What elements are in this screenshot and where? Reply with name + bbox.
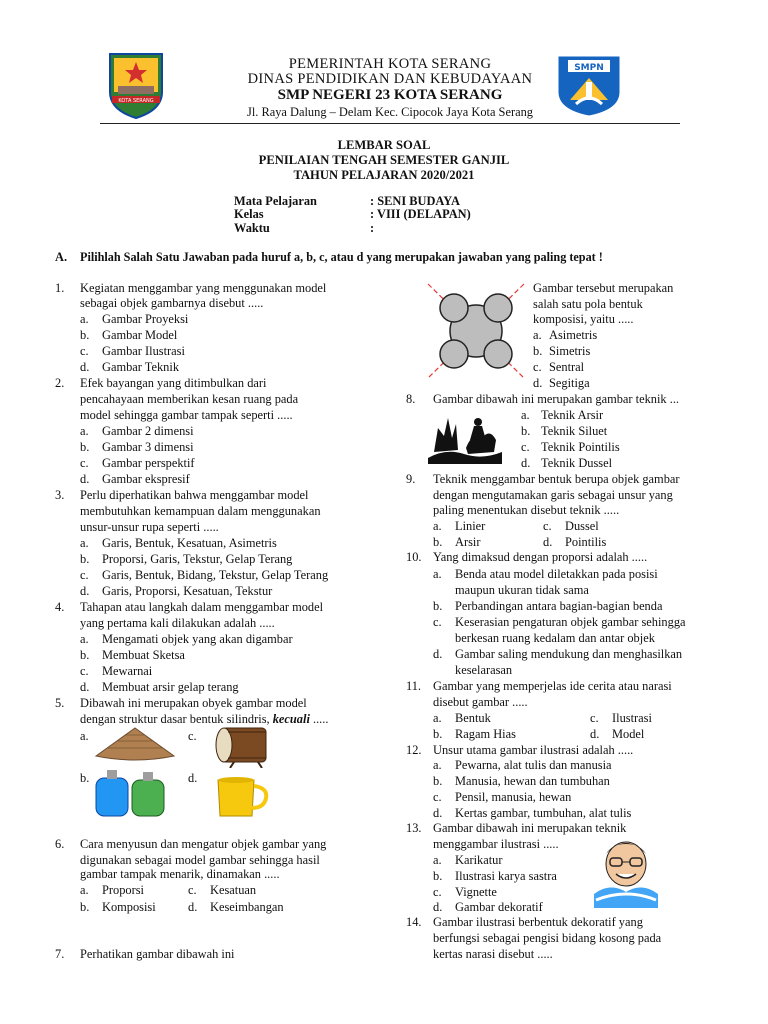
q7-number: 7.	[55, 947, 65, 961]
q5-number: 5.	[55, 696, 65, 710]
q1-option-c[interactable]: c. Gambar Ilustrasi	[80, 344, 185, 358]
q11-option-b[interactable]: b. Ragam Hias	[433, 727, 516, 741]
q9-option-a[interactable]: a. Linier	[433, 519, 486, 533]
q12-option-b[interactable]: b. Manusia, hewan dan tumbuhan	[433, 774, 610, 788]
q1-option-a[interactable]: a. Gambar Proyeksi	[80, 312, 189, 326]
q8-option-b[interactable]: b. Teknik Siluet	[521, 424, 608, 438]
q8-line1: Gambar dibawah ini merupakan gambar teknik ...	[433, 392, 680, 406]
instruction-text: Pilihlah Salah Satu Jawaban pada huruf a, b, c, atau d yang merupakan jawaban yang paling tepat !	[80, 250, 603, 264]
gas-cylinder-icon	[92, 768, 168, 818]
q2-line2: pencahayaan memberikan kesan ruang pada	[80, 392, 299, 406]
q3-line2: membutuhkan kemampuan dalam menggunakan	[80, 504, 321, 518]
q11-line1: Gambar yang memperjelas ide cerita atau narasi	[433, 679, 672, 693]
right-logo-text: SMPN	[574, 63, 604, 73]
kelas-label: Kelas	[234, 207, 264, 221]
q11-line2: disebut gambar .....	[433, 695, 528, 709]
q6-option-b[interactable]: b. Komposisi	[80, 900, 156, 914]
q4-option-d[interactable]: d. Membuat arsir gelap terang	[80, 680, 239, 694]
q2-option-c[interactable]: c. Gambar perspektif	[80, 456, 195, 470]
q4-option-b[interactable]: b. Membuat Sketsa	[80, 648, 185, 662]
title-line1: LEMBAR SOAL	[337, 138, 431, 152]
q11-option-c[interactable]: c. Ilustrasi	[590, 711, 652, 725]
q6-option-a[interactable]: a. Proporsi	[80, 883, 144, 897]
q5-option-a[interactable]: a.	[80, 729, 89, 743]
composition-pattern-icon	[422, 278, 530, 384]
q14-line1: Gambar ilustrasi berbentuk dekoratif yang	[433, 915, 643, 929]
q11-option-d[interactable]: d. Model	[590, 727, 645, 741]
q10-option-a[interactable]: a. Benda atau model diletakkan pada posisi	[433, 567, 658, 581]
q12-option-a[interactable]: a. Pewarna, alat tulis dan manusia	[433, 758, 612, 772]
q14-number: 14.	[406, 915, 422, 929]
q6-option-d[interactable]: d. Keseimbangan	[188, 900, 284, 914]
q5-line1: Dibawah ini merupakan obyek gambar model	[80, 696, 307, 710]
q14-line2: berfungsi sebagai pengisi bidang kosong pada	[433, 931, 662, 945]
q7-right-line3: komposisi, yaitu .....	[533, 312, 634, 326]
q8-option-c[interactable]: c. Teknik Pointilis	[521, 440, 620, 454]
q6-option-c[interactable]: c. Kesatuan	[188, 883, 257, 897]
title-line2: PENILAIAN TENGAH SEMESTER GANJIL	[258, 153, 510, 167]
q10-number: 10.	[406, 550, 422, 564]
q13-number: 13.	[406, 821, 422, 835]
q6-line1: Cara menyusun dan mengatur objek gambar yang	[80, 837, 327, 851]
header-address: Jl. Raya Dalung – Delam Kec. Cipocok Jaya Kota Serang	[247, 105, 533, 119]
q3-line1: Perlu diperhatikan bahwa menggambar model	[80, 488, 309, 502]
q9-option-d[interactable]: d. Pointilis	[543, 535, 607, 549]
q10-option-d-cont: keselarasan	[455, 663, 513, 677]
caricature-picture-icon	[590, 834, 662, 908]
q2-number: 2.	[55, 376, 65, 390]
q3-number: 3.	[55, 488, 65, 502]
header-line1: PEMERINTAH KOTA SERANG	[288, 56, 492, 72]
q10-line1: Yang dimaksud dengan proporsi adalah .....	[433, 550, 648, 564]
q7-option-a[interactable]: a. Asimetris	[533, 328, 598, 342]
q7-option-d[interactable]: d. Segitiga	[533, 376, 590, 390]
q9-line3: paling menentukan disebut teknik .....	[433, 503, 620, 517]
q3-option-c[interactable]: c. Garis, Bentuk, Bidang, Tekstur, Gelap Terang	[80, 568, 329, 582]
q12-line1: Unsur utama gambar ilustrasi adalah .....	[433, 743, 634, 757]
q14-line3: kertas narasi disebut .....	[433, 947, 553, 961]
q3-option-a[interactable]: a. Garis, Bentuk, Kesatuan, Asimetris	[80, 536, 277, 550]
q5-option-d[interactable]: d.	[188, 771, 198, 785]
q10-option-b[interactable]: b. Perbandingan antara bagian-bagian benda	[433, 599, 663, 613]
q7-option-c[interactable]: c. Sentral	[533, 360, 585, 374]
q6-line2: digunakan sebagai model gambar sehingga hasil	[80, 853, 320, 867]
q9-number: 9.	[406, 472, 416, 486]
q9-option-b[interactable]: b. Arsir	[433, 535, 481, 549]
q7-option-b[interactable]: b. Simetris	[533, 344, 591, 358]
q10-option-a-cont: maupun ukuran tidak sama	[455, 583, 589, 597]
q13-line1: Gambar dibawah ini merupakan teknik	[433, 821, 627, 835]
kelas-value: : VIII (DELAPAN)	[370, 207, 471, 221]
q9-line1: Teknik menggambar bentuk berupa objek gambar	[433, 472, 680, 486]
q13-line2: menggambar ilustrasi .....	[433, 837, 559, 851]
q1-option-b[interactable]: b. Gambar Model	[80, 328, 178, 342]
q10-option-c[interactable]: c. Keserasian pengaturan objek gambar sehingga	[433, 615, 686, 629]
q8-number: 8.	[406, 392, 416, 406]
waktu-value: :	[370, 221, 375, 235]
q9-option-c[interactable]: c. Dussel	[543, 519, 599, 533]
silhouette-picture-icon	[426, 408, 504, 464]
q4-number: 4.	[55, 600, 65, 614]
q4-option-a[interactable]: a. Mengamati objek yang akan digambar	[80, 632, 293, 646]
q7-right-line1: Gambar tersebut merupakan	[533, 281, 674, 295]
left-logo-text: KOTA SERANG	[118, 98, 154, 104]
header-line2: DINAS PENDIDIKAN DAN KEBUDAYAAN	[247, 71, 533, 87]
q2-line3: model sehingga gambar tampak seperti .....	[80, 408, 293, 422]
q7-right-line2: salah satu pola bentuk	[533, 297, 643, 311]
instruction-letter: A.	[55, 250, 68, 264]
q10-option-c-cont: berkesan ruang kedalam dan antar objek	[455, 631, 655, 645]
q1-line2: sebagai objek gambarnya disebut .....	[80, 296, 264, 310]
mapel-value: : SENI BUDAYA	[370, 194, 460, 208]
q2-option-a[interactable]: a. Gambar 2 dimensi	[80, 424, 194, 438]
header-rule	[100, 123, 680, 124]
q7-line1: Perhatikan gambar dibawah ini	[80, 947, 235, 961]
q2-option-d[interactable]: d. Gambar ekspresif	[80, 472, 190, 486]
q1-option-d[interactable]: d. Gambar Teknik	[80, 360, 180, 374]
drum-icon	[214, 722, 276, 768]
smpn-emblem-icon	[554, 52, 624, 118]
q12-number: 12.	[406, 743, 422, 757]
q13-option-d[interactable]: d. Gambar dekoratif	[433, 900, 543, 914]
mapel-label: Mata Pelajaran	[234, 194, 317, 208]
q11-number: 11.	[406, 679, 422, 693]
q10-option-d[interactable]: d. Gambar saling mendukung dan menghasilkan	[433, 647, 683, 661]
q5-line2: dengan struktur dasar bentuk silindris, kecuali .....	[80, 712, 329, 726]
q3-option-b[interactable]: b. Proporsi, Garis, Tekstur, Gelap Terang	[80, 552, 293, 566]
q1-number: 1.	[55, 281, 65, 295]
q9-line2: dengan mengutamakan garis sebagai unsur yang	[433, 488, 673, 502]
conical-hat-icon	[94, 724, 176, 762]
waktu-label: Waktu	[234, 221, 270, 235]
q13-option-c[interactable]: c. Vignette	[433, 885, 497, 899]
q11-option-a[interactable]: a. Bentuk	[433, 711, 491, 725]
q5-option-b[interactable]: b.	[80, 771, 90, 785]
q12-option-c[interactable]: c. Pensil, manusia, hewan	[433, 790, 572, 804]
q13-option-a[interactable]: a. Karikatur	[433, 853, 503, 867]
q4-option-c[interactable]: c. Mewarnai	[80, 664, 153, 678]
title-line3: TAHUN PELAJARAN 2020/2021	[293, 168, 475, 182]
q6-number: 6.	[55, 837, 65, 851]
q3-option-d[interactable]: d. Garis, Proporsi, Kesatuan, Tekstur	[80, 584, 273, 598]
q4-line2: yang pertama kali dilakukan adalah .....	[80, 616, 275, 630]
q12-option-d[interactable]: d. Kertas gambar, tumbuhan, alat tulis	[433, 806, 632, 820]
q3-line3: unsur-unsur rupa seperti .....	[80, 520, 219, 534]
q5-option-c[interactable]: c.	[188, 729, 197, 743]
q2-line1: Efek bayangan yang ditimbulkan dari	[80, 376, 267, 390]
mug-icon	[212, 774, 274, 820]
q1-line1: Kegiatan menggambar yang menggunakan model	[80, 281, 327, 295]
header-school: SMP NEGERI 23 KOTA SERANG	[277, 87, 503, 103]
q8-option-a[interactable]: a. Teknik Arsir	[521, 408, 604, 422]
q6-line3: gambar tampak menarik, dinamakan .....	[80, 867, 280, 881]
q13-option-b[interactable]: b. Ilustrasi karya sastra	[433, 869, 557, 883]
q8-option-d[interactable]: d. Teknik Dussel	[521, 456, 613, 470]
q4-line1: Tahapan atau langkah dalam menggambar model	[80, 600, 324, 614]
q2-option-b[interactable]: b. Gambar 3 dimensi	[80, 440, 194, 454]
